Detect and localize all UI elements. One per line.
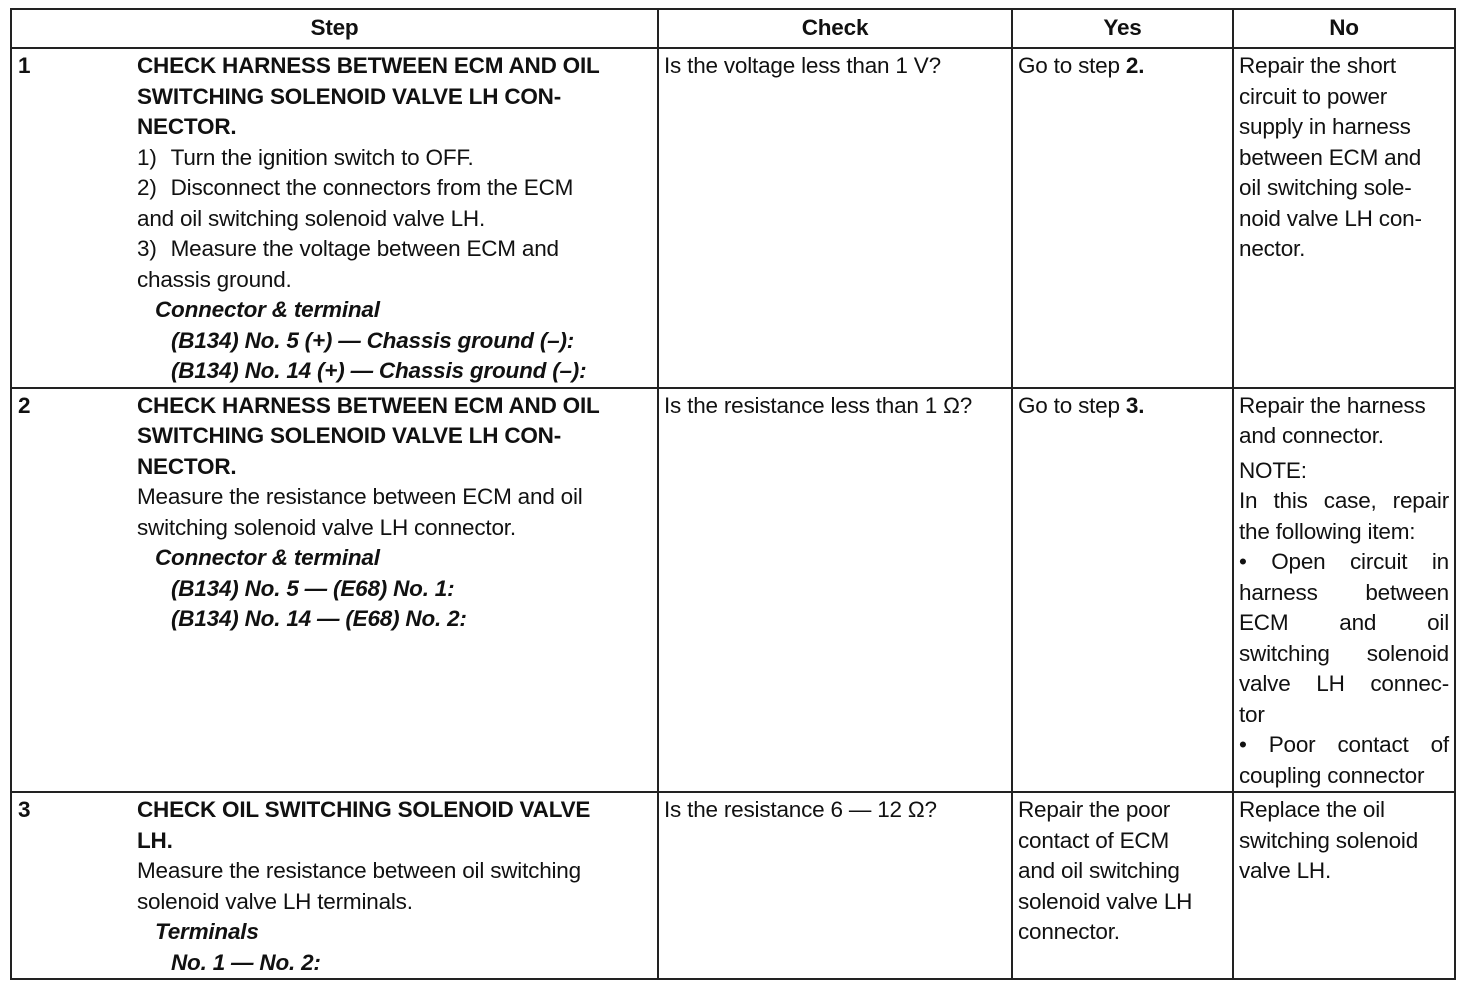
substep-number: 3) bbox=[137, 236, 157, 261]
no-line: Replace the oil bbox=[1239, 797, 1385, 822]
spec-line: (B134) No. 14 (+) — Chassis ground (–): bbox=[171, 358, 587, 383]
yes-cell bbox=[1012, 792, 1233, 979]
step-body-line: Measure the resistance between oil switching bbox=[137, 858, 581, 883]
step-description bbox=[131, 48, 658, 388]
substep bbox=[137, 173, 653, 204]
yes-text: Go to step bbox=[1018, 53, 1126, 78]
no-line: between ECM and bbox=[1239, 144, 1422, 170]
bullet-line: valve LH connec- bbox=[1239, 671, 1449, 696]
step-heading-line: LH. bbox=[137, 827, 173, 853]
spec-line: (B134) No. 14 — (E68) No. 2: bbox=[171, 606, 467, 631]
bullet-line: switching solenoid bbox=[1239, 640, 1449, 666]
substep bbox=[137, 143, 653, 174]
bullet-line: ECM and oil bbox=[1239, 610, 1449, 635]
bullet-line: • Poor contact of bbox=[1239, 732, 1449, 757]
yes-line: solenoid valve LH bbox=[1018, 888, 1193, 914]
yes-line: contact of ECM bbox=[1018, 827, 1170, 853]
substep-text: Turn the ignition switch to OFF. bbox=[170, 144, 474, 170]
step-description bbox=[131, 792, 658, 979]
spec-title: Terminals bbox=[155, 919, 259, 944]
no-line: oil switching sole- bbox=[1239, 175, 1412, 200]
yes-text: Go to step bbox=[1018, 392, 1126, 418]
step-heading bbox=[137, 795, 653, 856]
substep-text: Disconnect the connectors from the ECM bbox=[170, 175, 574, 200]
step-body-line: Measure the resistance between ECM and oil bbox=[137, 484, 583, 509]
spec-title: Connector & terminal bbox=[155, 545, 380, 570]
no-line: Repair the harness bbox=[1239, 392, 1426, 418]
step-body-line: switching solenoid valve LH connector. bbox=[137, 514, 516, 540]
step-heading-line: SWITCHING SOLENOID VALVE LH CON- bbox=[137, 423, 562, 448]
substep bbox=[137, 234, 653, 265]
bullet-line: coupling connector bbox=[1239, 762, 1425, 788]
no-cell bbox=[1233, 388, 1455, 793]
step-heading bbox=[137, 51, 653, 143]
step-heading-line: CHECK HARNESS BETWEEN ECM AND OIL bbox=[137, 53, 600, 78]
header-step: Step bbox=[11, 9, 658, 48]
step-number: 2 bbox=[11, 388, 131, 793]
step-heading-line: NECTOR. bbox=[137, 114, 237, 139]
yes-cell bbox=[1012, 48, 1233, 388]
yes-line: connector. bbox=[1018, 919, 1120, 944]
no-line: supply in harness bbox=[1239, 114, 1411, 139]
diagnostic-procedure-table-wrapper bbox=[10, 8, 1454, 980]
yes-cell bbox=[1012, 388, 1233, 793]
no-line: noid valve LH con- bbox=[1239, 205, 1422, 231]
spec-line: (B134) No. 5 — (E68) No. 1: bbox=[171, 575, 455, 601]
check-cell: Is the resistance less than 1 Ω? bbox=[658, 388, 1012, 793]
no-line: Repair the short bbox=[1239, 53, 1396, 78]
table-header-row bbox=[11, 9, 1455, 48]
substep-text: Measure the voltage between ECM and bbox=[170, 236, 559, 261]
substep-text: and oil switching solenoid valve LH. bbox=[137, 205, 485, 231]
no-cell bbox=[1233, 792, 1455, 979]
table-row bbox=[11, 792, 1455, 979]
note-line: the following item: bbox=[1239, 518, 1416, 544]
check-cell: Is the voltage less than 1 V? bbox=[658, 48, 1012, 388]
no-line: circuit to power bbox=[1239, 83, 1388, 109]
no-line: nector. bbox=[1239, 236, 1306, 261]
yes-line: and oil switching bbox=[1018, 858, 1180, 883]
header-yes: Yes bbox=[1012, 9, 1233, 48]
note-line: In this case, repair bbox=[1239, 488, 1449, 513]
table-row bbox=[11, 48, 1455, 388]
no-line: and connector. bbox=[1239, 423, 1384, 448]
table-row bbox=[11, 388, 1455, 793]
yes-step-ref: 3. bbox=[1125, 392, 1145, 418]
header-check: Check bbox=[658, 9, 1012, 48]
step-heading-line: NECTOR. bbox=[137, 453, 237, 479]
step-heading-line: CHECK HARNESS BETWEEN ECM AND OIL bbox=[137, 392, 600, 418]
diagnostic-procedure-table bbox=[10, 8, 1456, 980]
spec-line: (B134) No. 5 (+) — Chassis ground (–): bbox=[171, 327, 575, 353]
note-label: NOTE: bbox=[1239, 457, 1307, 483]
step-heading-line: CHECK OIL SWITCHING SOLENOID VALVE bbox=[137, 797, 591, 822]
substep-number: 1) bbox=[137, 144, 157, 170]
step-number: 1 bbox=[11, 48, 131, 388]
no-line: valve LH. bbox=[1239, 858, 1331, 883]
header-no: No bbox=[1233, 9, 1455, 48]
bullet-line: • Open circuit in bbox=[1239, 549, 1449, 574]
step-number: 3 bbox=[11, 792, 131, 979]
step-description bbox=[131, 388, 658, 793]
substep-text: chassis ground. bbox=[137, 266, 292, 292]
yes-line: Repair the poor bbox=[1018, 797, 1171, 822]
bullet-line: tor bbox=[1239, 701, 1265, 727]
yes-step-ref: 2. bbox=[1125, 53, 1145, 78]
substep-number: 2) bbox=[137, 175, 157, 200]
step-heading-line: SWITCHING SOLENOID VALVE LH CON- bbox=[137, 83, 562, 109]
spec-title: Connector & terminal bbox=[155, 297, 380, 322]
bullet-line: harness between bbox=[1239, 579, 1449, 605]
step-body-line: solenoid valve LH terminals. bbox=[137, 888, 413, 914]
step-heading bbox=[137, 391, 653, 483]
check-cell: Is the resistance 6 — 12 Ω? bbox=[658, 792, 1012, 979]
spec-line: No. 1 — No. 2: bbox=[171, 949, 321, 975]
no-line: switching solenoid bbox=[1239, 827, 1419, 853]
no-cell bbox=[1233, 48, 1455, 388]
